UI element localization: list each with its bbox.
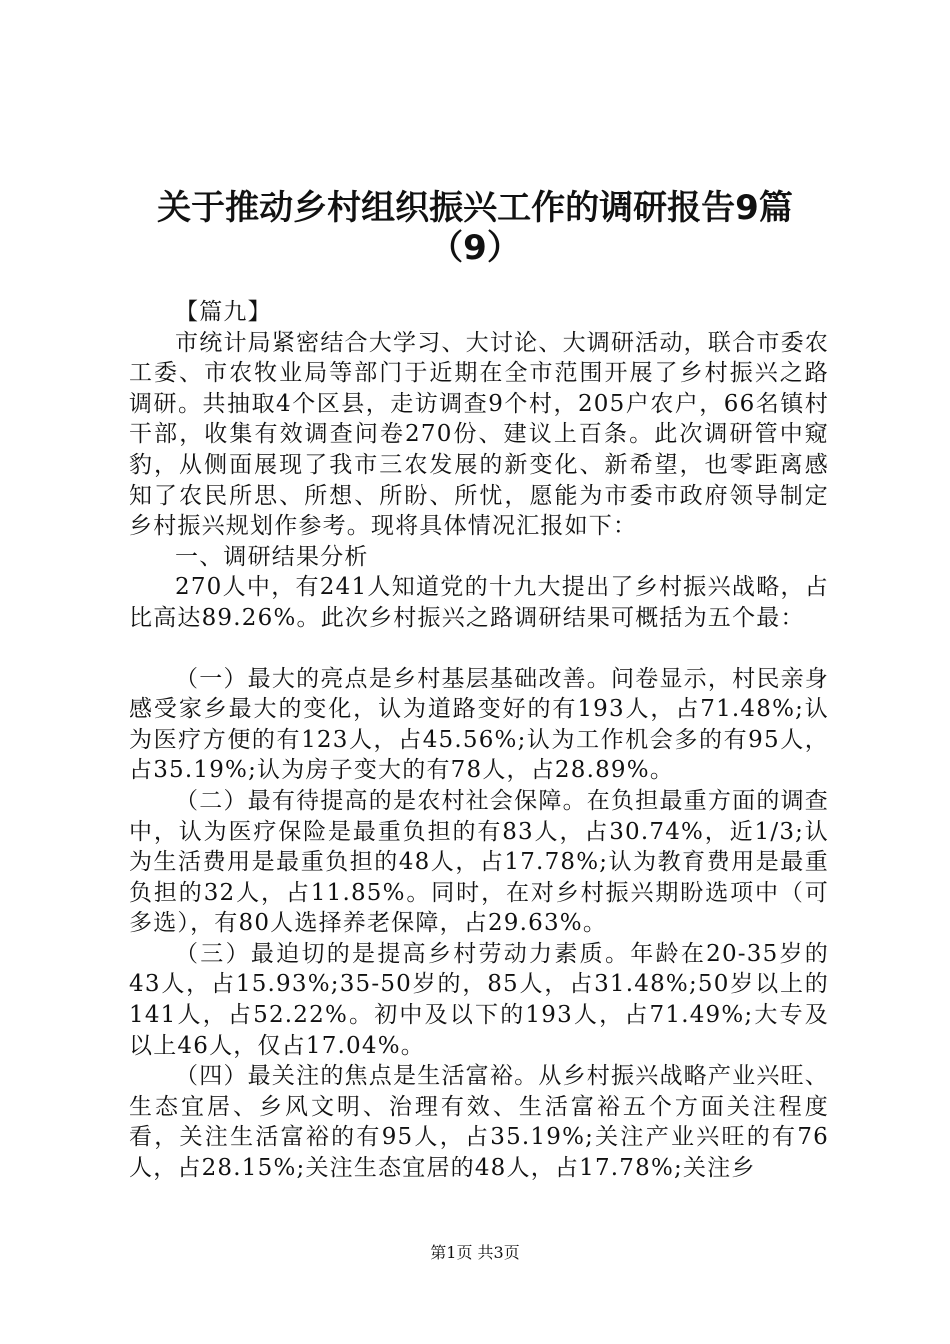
paragraph-point-1: （一）最大的亮点是乡村基层基础改善。问卷显示，村民亲身感受家乡最大的变化，认为道路变好的有193人，占71.48%;认为医疗方便的有123人，占45.56%;认为工作机会多的有95人，占35.19%;认为房子变大的有78人，占28.89%。 xyxy=(129,665,829,784)
blank-line xyxy=(129,634,829,664)
page-footer: 第1页 共3页 xyxy=(430,1243,520,1262)
paragraph-intro: 市统计局紧密结合大学习、大讨论、大调研活动，联合市委农工委、市农牧业局等部门于近期在全市范围开展了乡村振兴之路调研。共抽取4个区县，走访调查9个村，205户农户，66名镇村干部，收集有效调查问卷270份、建议上百条。此次调研管中窥豹，从侧面展现了我市三农发展的新变化、新希望，也零距离感知了农民所思、所想、所盼、所忧，愿能为市委市政府领导制定乡村振兴规划作参考。现将具体情况汇报如下： xyxy=(129,329,829,540)
section-label: 【篇九】 xyxy=(175,299,272,325)
document-title-number: （9） xyxy=(429,228,521,268)
document-title: 关于推动乡村组织振兴工作的调研报告9篇 xyxy=(157,188,793,228)
paragraph-summary: 270人中，有241人知道党的十九大提出了乡村振兴战略，占比高达89.26%。此次乡村振兴之路调研结果可概括为五个最： xyxy=(129,574,829,631)
heading-analysis: 一、调研结果分析 xyxy=(175,543,369,570)
paragraph-point-2: （二）最有待提高的是农村社会保障。在负担最重方面的调查中，认为医疗保险是最重负担的有83人，占30.74%，近1/3;认为生活费用是最重负担的48人，占17.78%;认为教育费用是最重负担的32人，占11.85%。同时，在对乡村振兴期盼选项中（可多选），有80人选择养老保障，占29.63%。 xyxy=(129,787,829,937)
paragraph-point-4: （四）最关注的焦点是生活富裕。从乡村振兴战略产业兴旺、生态宜居、乡风文明、治理有效、生活富裕五个方面关注程度看，关注生活富裕的有95人，占35.19%;关注产业兴旺的有76人，占28.15%;关注生态宜居的48人，占17.78%;关注乡 xyxy=(129,1063,829,1182)
paragraph-point-3: （三）最迫切的是提高乡村劳动力素质。年龄在20-35岁的43人，占15.93%;35-50岁的，85人，占31.48%;50岁以上的141人，占52.22%。初中及以下的193人，占71.49%;大专及以上46人，仅占17.04%。 xyxy=(129,940,829,1059)
document-body xyxy=(129,297,829,1184)
